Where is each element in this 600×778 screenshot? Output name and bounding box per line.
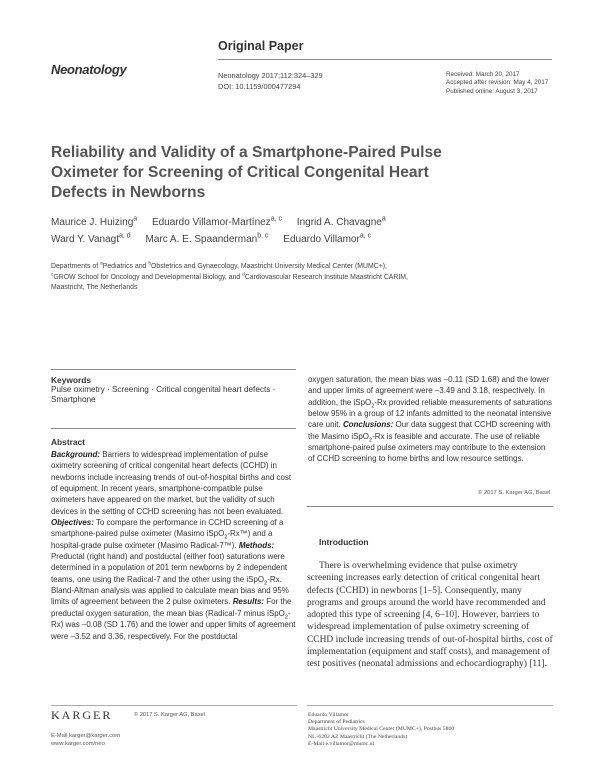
abstract-copyright: © 2017 S. Karger AG, Basel bbox=[478, 490, 551, 496]
author: Marc A. E. Spaanderman$^{b, c}$ bbox=[145, 232, 269, 245]
publisher-email[interactable]: E-Mail karger@karger.com bbox=[51, 733, 121, 739]
citation: Neonatology 2017;112:324–329 bbox=[218, 71, 323, 80]
corr-email[interactable]: E-Mail e.villamor@mumc.nl bbox=[308, 740, 375, 747]
author: Eduardo Villamor-Martínez$^{a, c}$ bbox=[151, 215, 283, 228]
publisher-contact bbox=[51, 732, 120, 748]
abstract-text-right: oxygen saturation, the mean bias was –0.11 (SD 1.68) and the lower and upper limits of agreement were –3.49 and 3.18, respectively. In addition, the iSpO$_2$-Rx provided reliable measurements of saturations below 95% in a group of 12 infants admitted to the neonatal intensive care unit. Conclusions: Our data suggest that CCHD screening with the Masimo iSpO$_2$-Rx is feasible and accurate. The use of reliable smartphone-paired pulse oximeters may contribute to the extension of CCHD screening to home births and low resource settings. bbox=[308, 375, 553, 464]
keywords-rule bbox=[51, 369, 296, 370]
article-title: Reliability and Validity of a Smartphone-Paired Pulse Oximeter for Screening of Critical Congenital Heart Defects in Newborns bbox=[51, 144, 442, 201]
publisher-website[interactable]: www.karger.com/neo bbox=[51, 741, 105, 747]
keywords-heading: Keywords bbox=[51, 375, 92, 385]
author: Ingrid A. Chavagne$^a$ bbox=[296, 215, 386, 228]
footer-rule-right bbox=[307, 705, 553, 706]
paper-type: Original Paper bbox=[218, 39, 304, 53]
introduction-text: There is overwhelming evidence that pulse oximetry screening increases early detection of critical congenital heart defects (CCHD) in newborns [1–5]. Consequently, many programs and groups around the world have recommended and adopted this type of screening [4, 6–10]. However, barriers to widespread implementation of pulse oximetry screening of CCHD include increasing trends of out-of-hospital births, cost of implementation (equipment and staff costs), and management of test positives (neonatal admissions and echocardiography) [11]. bbox=[307, 561, 553, 670]
introduction-heading: Introduction bbox=[319, 537, 369, 547]
author-list bbox=[51, 214, 551, 248]
author: Maurice J. Huizing$^a$ bbox=[51, 215, 138, 228]
author: Eduardo Villamor$^{a, c}$ bbox=[283, 232, 372, 245]
accepted-date: Accepted after revision: May 4, 2017 bbox=[446, 79, 549, 87]
journal-name: Neonatology bbox=[51, 62, 127, 77]
corr-address-1: Maastricht University Medical Center (MUMC+), Postbus 5800 bbox=[308, 726, 455, 733]
doi[interactable]: DOI: 10.1159/000477294 bbox=[218, 82, 301, 91]
corr-name: Eduardo Villamor bbox=[308, 712, 349, 718]
header-rule bbox=[218, 59, 552, 60]
footer-rule-left bbox=[51, 705, 297, 706]
abstract-rule bbox=[51, 428, 296, 429]
citation-block bbox=[218, 70, 323, 92]
published-date: Published online: August 3, 2017 bbox=[446, 87, 538, 95]
publisher-logo: KARGER bbox=[51, 708, 113, 722]
abstract-end-rule bbox=[307, 506, 553, 507]
corr-address-2: NL–6202 AZ Maastricht (The Netherlands) bbox=[308, 733, 408, 740]
correspondence bbox=[308, 712, 454, 748]
abstract-text-left: Background: Barriers to widespread implementation of pulse oximetry screening of critical congenital heart defects (CCHD) in newborns include increasing trends of out-of-hospital births and cost of equipment. In recent years, smartphone-compatible pulse oximeters have appeared on the market, but the validity of such devices in the setting of CCHD screening has not been evaluated. Objectives: To compare the performance in CCHD screening of a smartphone-paired pulse oximeter (Masimo iSpO$_2$-Rx™) and a hospital-grade pulse oximeter (Masimo Radical-7™). Methods: Preductal (right hand) and postductal (either foot) saturations were determined in a population of 201 term newborns by 2 independent teams, one using the Radical-7 and the other using the iSpO$_2$-Rx. Bland-Altman analysis was applied to calculate mean bias and 95% limits of agreement between the 2 pulse oximeters. Results: For the preductal oxygen saturation, the mean bias (Radical-7 minus iSpO$_2$-Rx) was –0.08 (SD 1.76) and the lower and upper limits of agreement were –3.52 and 3.36, respectively. For the postductal bbox=[51, 450, 296, 641]
received-date: Received: March 20, 2017 bbox=[446, 71, 520, 78]
abstract-heading: Abstract bbox=[51, 437, 85, 447]
author: Ward Y. Vanagt$^{a, d}$ bbox=[51, 232, 131, 245]
corr-dept: Department of Pediatrics bbox=[308, 719, 365, 726]
keywords-text: Pulse oximetry · Screening · Critical congenital heart defects · Smartphone bbox=[51, 385, 276, 405]
publication-dates bbox=[446, 71, 548, 96]
footer-copyright: © 2017 S. Karger AG, Basel bbox=[134, 712, 205, 718]
affiliations: Departments of $^a$Pediatrics and $^b$Obstetrics and Gynaecology, Maastricht University Medical Center (MUMC+), $^c$GROW School for Oncology and Developmental Biology, and $^d$Cardiovascular Research Institute Maastricht CARIM, Maastricht, The Netherlands bbox=[51, 261, 408, 291]
